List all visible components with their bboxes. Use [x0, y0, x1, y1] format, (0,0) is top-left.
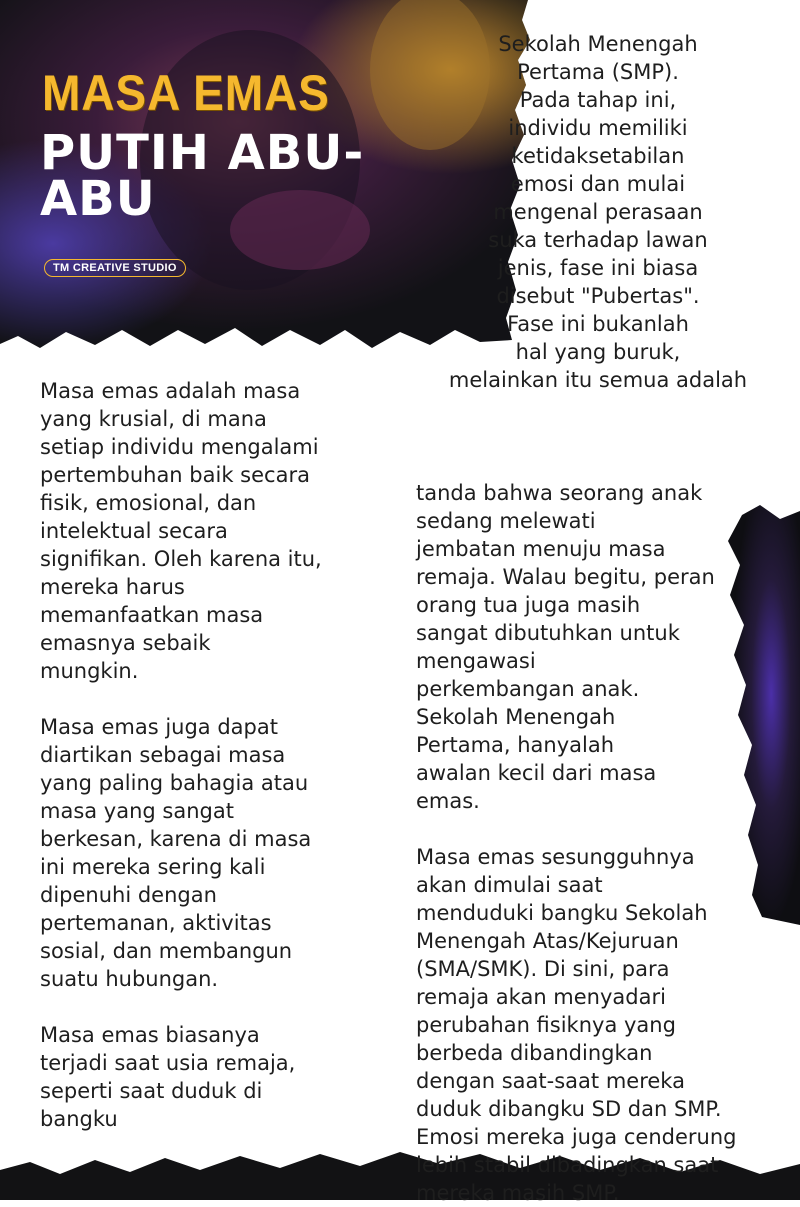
- right-column-text: tanda bahwa seorang anak sedang melewati jembatan menuju masa remaja. Walau begitu, peran orang tua juga masih sangat dibutuhkan untuk mengawasi perkembangan anak. Sekolah Menengah Pertama, hanyalah awalan kecil dari masa emas. Masa emas sesungguhnya akan dimulai saat menduduki bangku Sekolah Menengah Atas/Kejuruan (SMA/SMK). Di sini, para remaja akan menyadari perubahan fisiknya yang berbeda dibandingkan dengan saat-saat mereka duduk dibangku SD dan SMP. Emosi mereka juga cenderung lebih stabil dibadingkan saat mereka masih SMP.: [416, 481, 737, 1205]
- title-top: MASA EMAS: [42, 65, 330, 121]
- studio-badge: TM CREATIVE STUDIO: [44, 259, 186, 277]
- right-column-top-text: Sekolah Menengah Pertama (SMP). Pada tahap ini, individu memiliki ketidaksetabilan emosi dan mulai mengenal perasaan suka terhadap lawan jenis, fase ini biasa disebut "Pubertas". Fase ini bukanlah hal yang buruk, melainkan itu semua adalah: [448, 32, 748, 392]
- title-main: PUTIH ABU-ABU: [40, 125, 365, 227]
- left-column-text: Masa emas adalah masa yang krusial, di mana setiap individu mengalami pertembuhan baik secara fisik, emosional, dan intelektual secara signifikan. Oleh karena itu, mereka harus memanfaatkan masa emasnya sebaik mungkin. Masa emas juga dapat diartikan sebagai masa yang paling bahagia atau masa yang sangat berkesan, karena di masa ini mereka sering kali dipenuhi dengan pertemanan, aktivitas sosial, dan membangun suatu hubungan. Masa emas biasanya terjadi saat usia remaja, seperti saat duduk di bangku: [40, 379, 322, 1131]
